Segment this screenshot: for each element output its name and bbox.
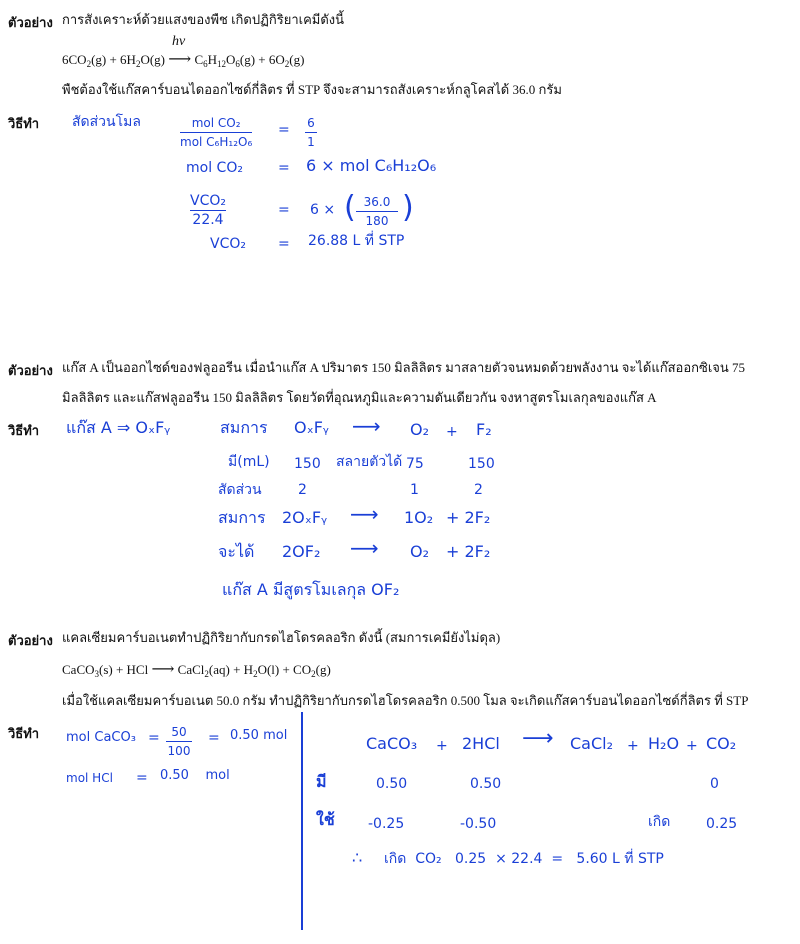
fraction-mass: 36.0 180 <box>356 194 398 229</box>
have-label-3: มี <box>316 772 327 791</box>
have-hcl: 0.50 <box>470 776 502 792</box>
ratio-a: 2 <box>298 482 307 498</box>
eq1-left: OₓFᵧ <box>294 418 329 437</box>
column-divider <box>301 712 303 930</box>
line2-right: 6 × mol C₆H₁₂O₆ <box>306 156 437 175</box>
rx-plus-1: + <box>436 738 448 754</box>
eq3-arrow: ⟶ <box>350 536 379 560</box>
eq1-o2: O₂ <box>410 420 430 439</box>
rx-cacl2: CaCl₂ <box>570 734 614 753</box>
have-co2: 0 <box>710 776 719 792</box>
example1-label: ตัวอย่าง <box>8 15 53 30</box>
example2-solution-label: วิธีทำ <box>8 423 40 438</box>
example3-text-line1: แคลเซียมคาร์บอเนตทำปฏิกิริยากับกรดไฮโดรคลอริก ดังนี้ (สมการเคมียังไม่ดุล) <box>62 630 501 645</box>
example1-intro: การสังเคราะห์ด้วยแสงของพืช เกิดปฏิกิริยาเคมีดังนี้ <box>62 12 345 27</box>
have-f2: 150 <box>468 456 495 472</box>
ratio-f2: 2 <box>474 482 483 498</box>
line4-left: VCO₂ <box>210 236 246 252</box>
equals-3: = <box>278 202 290 218</box>
decomp-label: สลายตัวได้ <box>336 454 403 470</box>
fraction-v-co2: VCO₂ 22.4 <box>190 193 226 228</box>
ratio-label-2: สัดส่วน <box>218 482 262 498</box>
get-label: จะได้ <box>218 542 255 561</box>
example2-text-line2: มิลลิลิตร และแก๊สฟลูออรีน 150 มิลลิลิตร โดยวัดที่อุณหภูมิและความดันเดียวกัน จงหาสูตรโมเลกุลของแก๊ส A <box>62 390 657 405</box>
line4-right: 26.88 L ที่ STP <box>308 233 405 249</box>
example1-question: พืชต้องใช้แก๊สคาร์บอนไดออกไซด์กี่ลิตร ที่ STP จึงจะสามารถสังเคราะห์กลูโคสได้ 36.0 กรัม <box>62 82 562 97</box>
mol-hcl-label: mol HCl <box>66 771 113 785</box>
mol-caco3-equals: = <box>148 730 160 746</box>
have-caco3: 0.50 <box>376 776 408 792</box>
have-label: มี(mL) <box>228 454 270 470</box>
form-label: เกิด <box>648 814 671 830</box>
eq3-f2: + 2F₂ <box>446 542 491 561</box>
example3-question: เมื่อใช้แคลเซียมคาร์บอเนต 50.0 กรัม ทำปฏิกิริยากับกรดไฮโดรคลอริก 0.500 โมล จะเกิดแก๊สคาร์บอนไดออกไซด์กี่ลิตร ที่ STP <box>62 693 749 708</box>
form-co2: 0.25 <box>706 816 738 832</box>
mol-hcl-equals: = <box>136 770 148 786</box>
reaction-arrow: ⟶ <box>168 51 192 68</box>
eq2-left: 2OₓFᵧ <box>282 508 328 527</box>
paren-right: ) <box>402 190 414 225</box>
eq-label-1: สมการ <box>220 418 268 437</box>
eq3-left: 2OF₂ <box>282 542 321 561</box>
example2-label: ตัวอย่าง <box>8 363 53 378</box>
mol-caco3-value: 0.50 mol <box>230 728 288 743</box>
example1-solution-label: วิธีทำ <box>8 116 40 131</box>
mol-caco3-label: mol CaCO₃ <box>66 730 136 745</box>
ratio-label: สัดส่วนโมล <box>72 114 141 130</box>
fraction-ratio: 6 1 <box>305 115 317 150</box>
gas-a-formula: แก๊ส A ⇒ OₓFᵧ <box>66 418 171 437</box>
paren-left: ( <box>344 190 356 225</box>
eq3-o2: O₂ <box>410 542 430 561</box>
rx-hcl: 2HCl <box>462 734 500 753</box>
example3-solution-label: วิธีทำ <box>8 726 40 741</box>
eq2-arrow: ⟶ <box>350 502 379 526</box>
eq1-arrow: ⟶ <box>352 414 381 438</box>
line3-mult: 6 × <box>310 202 336 218</box>
equals-2: = <box>278 160 290 176</box>
have-o2: 75 <box>406 456 424 472</box>
equals-4: = <box>278 236 290 252</box>
example2-text-line1: แก๊ส A เป็นออกไซด์ของฟลูออรีน เมื่อนำแก๊ส A ปริมาตร 150 มิลลิลิตร มาสลายตัวจนหมดด้วยพลังงาน จะได้แก๊สออกซิเจน 75 <box>62 360 746 375</box>
use-hcl: -0.50 <box>460 816 497 832</box>
equals-1: = <box>278 122 290 138</box>
rx-plus-2: + <box>627 738 639 754</box>
rx-co2: CO₂ <box>706 734 737 753</box>
use-label: ใช้ <box>316 810 335 829</box>
fraction-mol-co2: mol CO₂ mol C₆H₁₂O₆ <box>180 116 253 149</box>
line2-left: mol CO₂ <box>186 160 243 176</box>
example1-equation: $6CO_2(g) + 6H_2O(g)$ ⟶ $C_6H_{12}O_6(g) + 6O_2(g)$ <box>62 51 305 69</box>
eq1-f2: F₂ <box>476 420 492 439</box>
eq2-f2: + 2F₂ <box>446 508 491 527</box>
rx-arrow: ⟶ <box>522 726 554 751</box>
rx-caco3: CaCO₃ <box>366 734 418 753</box>
example3-label: ตัวอย่าง <box>8 633 53 648</box>
reaction-arrow: ⟶ <box>151 661 175 678</box>
use-caco3: -0.25 <box>368 816 405 832</box>
eq2-o2: 1O₂ <box>404 508 434 527</box>
have-a: 150 <box>294 456 321 472</box>
mol-caco3-equals-2: = <box>208 730 220 746</box>
rx-h2o: H₂O <box>648 734 680 753</box>
rx-plus-3: + <box>686 738 698 754</box>
ratio-o2: 1 <box>410 482 419 498</box>
therefore-symbol: ∴ <box>352 848 363 867</box>
fraction-caco3: 50 100 <box>167 725 191 758</box>
mol-hcl-value: 0.50 mol <box>160 768 230 783</box>
eq-label-2: สมการ <box>218 508 266 527</box>
final-answer: เกิด CO₂ 0.25 × 22.4 = 5.60 L ที่ STP <box>384 851 664 867</box>
example1-hv: hν <box>172 34 186 49</box>
example3-equation: CaCO$_3$(s) + HCl ⟶ CaCl$_2$(aq) + $H_2O(l) + CO_2(g)$ <box>62 661 331 679</box>
conclusion: แก๊ส A มีสูตรโมเลกุล OF₂ <box>222 580 400 599</box>
eq1-plus: + <box>446 424 458 440</box>
